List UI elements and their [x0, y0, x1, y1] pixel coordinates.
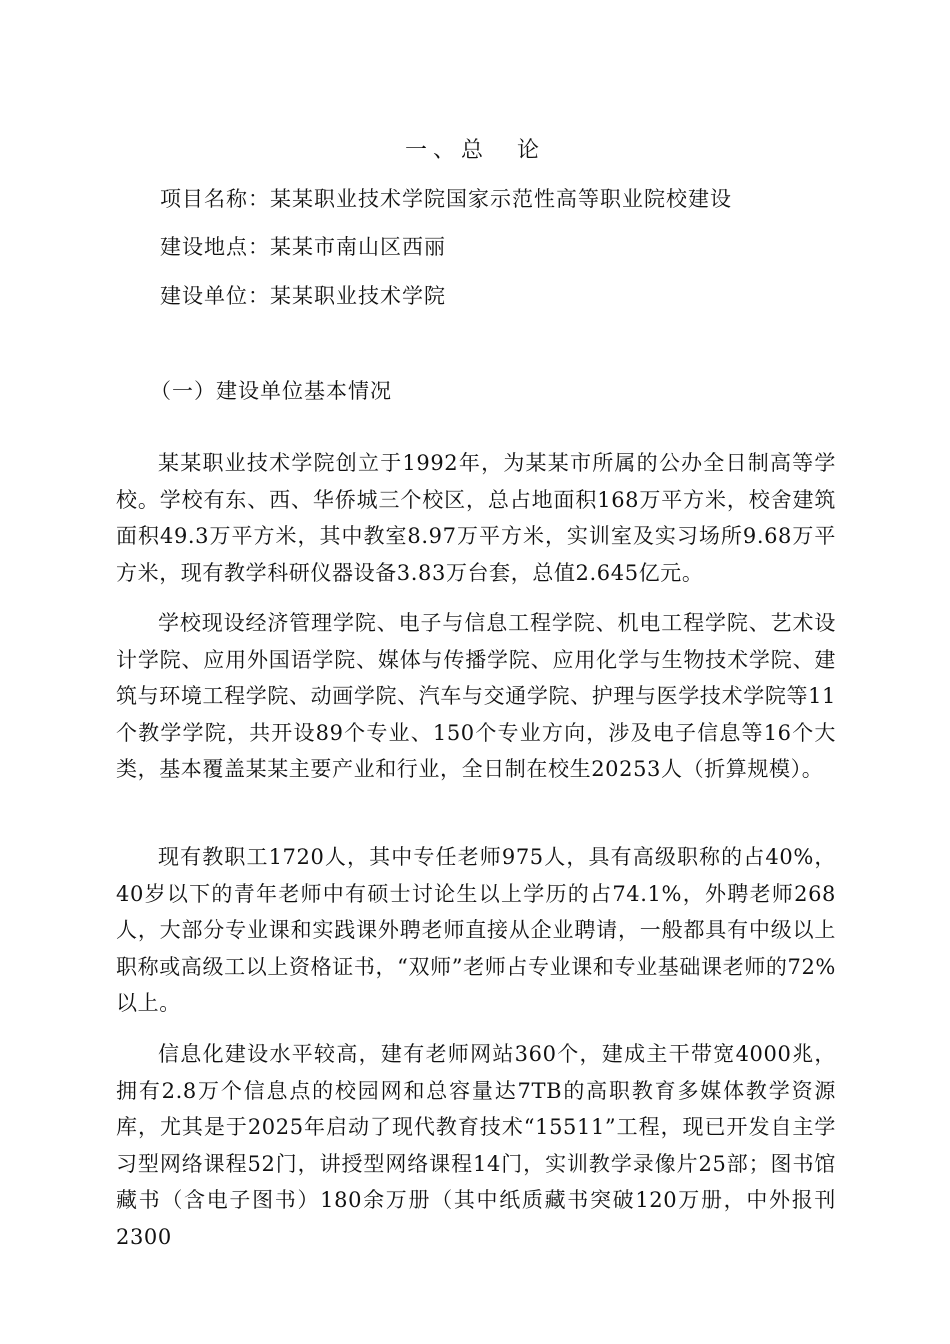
paragraph-informatization: 信息化建设水平较高，建有老师网站360个，建成主干带宽4000兆，拥有2.8万个信息点的校园网和总容量达7TB的高职教育多媒体教学资源库，尤其是于2025年启动了现代教育技术“15511”工程，现已开发自主学习型网络课程52门，讲授型网络课程14门，实训教学录像片25部；图书馆藏书（含电子图书）180余万册（其中纸质藏书突破120万册，中外报刊2300 [116, 1042, 836, 1249]
chapter-title: 一、总 论 [404, 138, 545, 163]
paragraph-staff: 现有教职工1720人，其中专任老师975人，具有高级职称的占40%，40岁以下的青年老师中有硕士讨论生以上学历的占74.1%，外聘老师268人，大部分专业课和实践课外聘老师直接从企业聘请，一般都具有中级以上职称或高级工以上资格证书，“双师”老师占专业课和专业基础课老师的72%以上。 [116, 845, 836, 1015]
section-heading: （一）建设单位基本情况 [150, 379, 392, 403]
paragraph-colleges: 学校现设经济管理学院、电子与信息工程学院、机电工程学院、艺术设计学院、应用外国语学院、媒体与传播学院、应用化学与生物技术学院、建筑与环境工程学院、动画学院、汽车与交通学院、护理与医学技术学院等11个教学学院，共开设89个专业、150个专业方向，涉及电子信息等16个大类，基本覆盖某某主要产业和行业，全日制在校生20253人（折算规模）。 [116, 611, 836, 781]
paragraph-overview: 某某职业技术学院创立于1992年，为某某市所属的公办全日制高等学校。学校有东、西、华侨城三个校区，总占地面积168万平方米，校舍建筑面积49.3万平方米，其中教室8.97万平方米，实训室及实习场所9.68万平方米，现有教学科研仪器设备3.83万台套，总值2.645亿元。 [116, 451, 836, 585]
project-name-line: 项目名称：某某职业技术学院国家示范性高等职业院校建设 [160, 187, 732, 211]
location-line: 建设地点：某某市南山区西丽 [160, 235, 446, 259]
unit-line: 建设单位：某某职业技术学院 [160, 284, 446, 308]
